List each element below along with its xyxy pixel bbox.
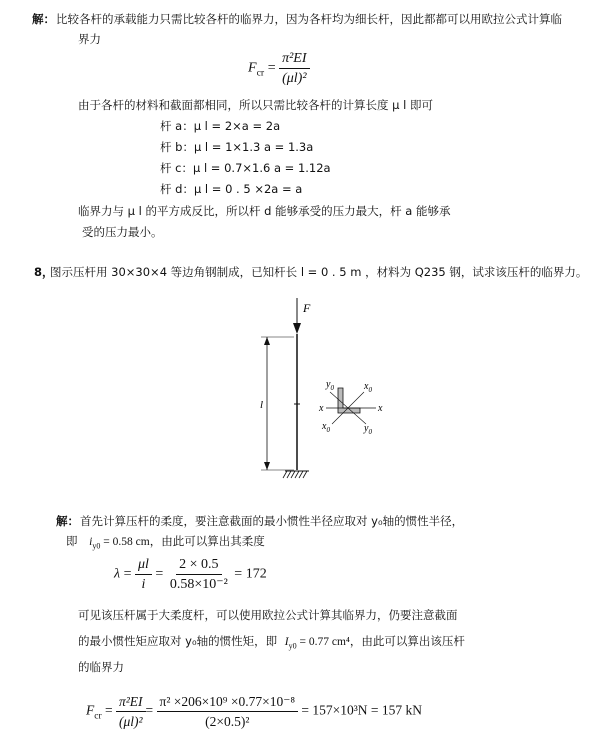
radius-symbol: i [89,536,93,548]
fcr-result: = 157×10³N = 157 kN [301,702,423,718]
bar-d: 杆 d：μ l = 0 . 5 ×2a = a [160,182,303,196]
lambda-f2-den: 0.58×10⁻² [169,577,228,592]
line2-prefix: 即 [66,534,78,548]
inertia-subscript: y0 [288,641,297,651]
bar-c: 杆 c：μ l = 0.7×1.6 a = 1.12a [160,161,331,175]
problem-text: 图示压杆用 30×30×4 等边角钢制成，已知杆长 l = 0 . 5 m ，材料为 Q235 钢，试求该压杆的临界力。 [50,265,588,279]
x0-label-bottom: $x_0$ [322,421,330,434]
solution1-line1: 比较各杆的承载能力只需比较各杆的临界力，因为各杆均为细长杆，因此都都可以用欧拉公式计算临 [56,12,562,26]
line4-suffix: ，由此可以算出该压杆 [349,634,465,648]
solution2-line4 [78,634,465,653]
inertia-value: = 0.77 cm⁴ [296,636,350,648]
dimension-arrow-bottom [264,462,270,470]
angle-section [318,376,398,436]
fcr-f2-den: (2×0.5)² [205,714,250,729]
formula-denominator: (μl)² [282,71,307,86]
conclusion-line2: 受的压力最小。 [82,225,163,239]
radius-subscript: y0 [92,541,101,551]
critical-force-formula: $F_{cr}$ = $\frac{\text{π²EI}}{\text{(μl)²}}$ = $\frac{\text{π² ×206×10⁹ ×0.77×10⁻⁸}}{\text{(2×0.5)²}}$ = 157×10³N = 157 kN [86,694,423,729]
solution2-line5: 的临界力 [78,660,124,674]
inertia-symbol: I [284,636,289,648]
slenderness-formula: λ = $\frac{\mu l}{i}$ = $\frac{2 \times 0.5}{\text{0.58×10⁻²}}$ = 172 [114,557,267,592]
length-label: l [260,399,264,411]
lambda-f2-num: 2 × 0.5 [176,556,221,575]
bar-b: 杆 b：μ l = 1×1.3 a = 1.3a [160,140,314,154]
force-label: F [303,301,311,315]
lambda-f1-den: i [141,577,146,592]
problem-number: 8， [34,265,54,279]
x-label-left: x [319,403,324,414]
solution2-line2 [66,534,265,553]
lambda-result: = 172 [234,566,267,582]
y0-label-top: $y_0$ [326,379,334,392]
fcr-f1-den: (μl)² [118,714,143,729]
dimension-arrow-top [264,337,270,345]
euler-formula [248,50,310,87]
solution1-line3: 由于各杆的材料和截面都相同，所以只需比较各杆的计算长度 μ l 即可 [78,98,433,112]
support-hatching [283,471,307,478]
formula-eq: = [267,60,276,76]
formula-numerator: π²EI [279,50,309,69]
solution1-line2: 界力 [78,32,101,46]
x-label-right: x [378,403,383,414]
radius-value: = 0.58 cm [100,536,150,548]
fcr-f1-num: π²EI [116,693,146,712]
lambda-symbol: λ [114,566,121,582]
fcr-symbol: F [86,702,95,718]
conclusion-line1: 临界力与 μ l 的平方成反比，所以杆 d 能够承受的压力最大，杆 a 能够承 [78,204,451,218]
line4-prefix: 的最小惯性矩应取对 y₀轴的惯性矩，即 [78,634,278,648]
line2-suffix: ，由此可以算出其柔度 [149,534,265,548]
bar-a: 杆 a：μ l = 2×a = 2a [160,119,281,133]
fcr-subscript: cr [94,711,102,722]
fcr-f2-num: π² ×206×10⁹ ×0.77×10⁻⁸ [157,693,298,712]
x0-label-top: $x_0$ [364,381,372,394]
solution2-label: 解： [56,514,79,528]
y0-label-bottom: $y_0$ [364,423,372,436]
solution2-line3: 可见该压杆属于大柔度杆，可以使用欧拉公式计算其临界力，仍要注意截面 [78,608,458,622]
formula-lhs-sub: cr [256,67,265,79]
lambda-f1-num: μl [135,556,152,575]
formula-lhs: F [248,60,257,76]
solution-label: 解： [32,12,55,26]
force-arrowhead [293,323,301,334]
solution2-line1: 首先计算压杆的柔度，要注意截面的最小惯性半径应取对 y₀轴的惯性半径， [80,514,464,528]
